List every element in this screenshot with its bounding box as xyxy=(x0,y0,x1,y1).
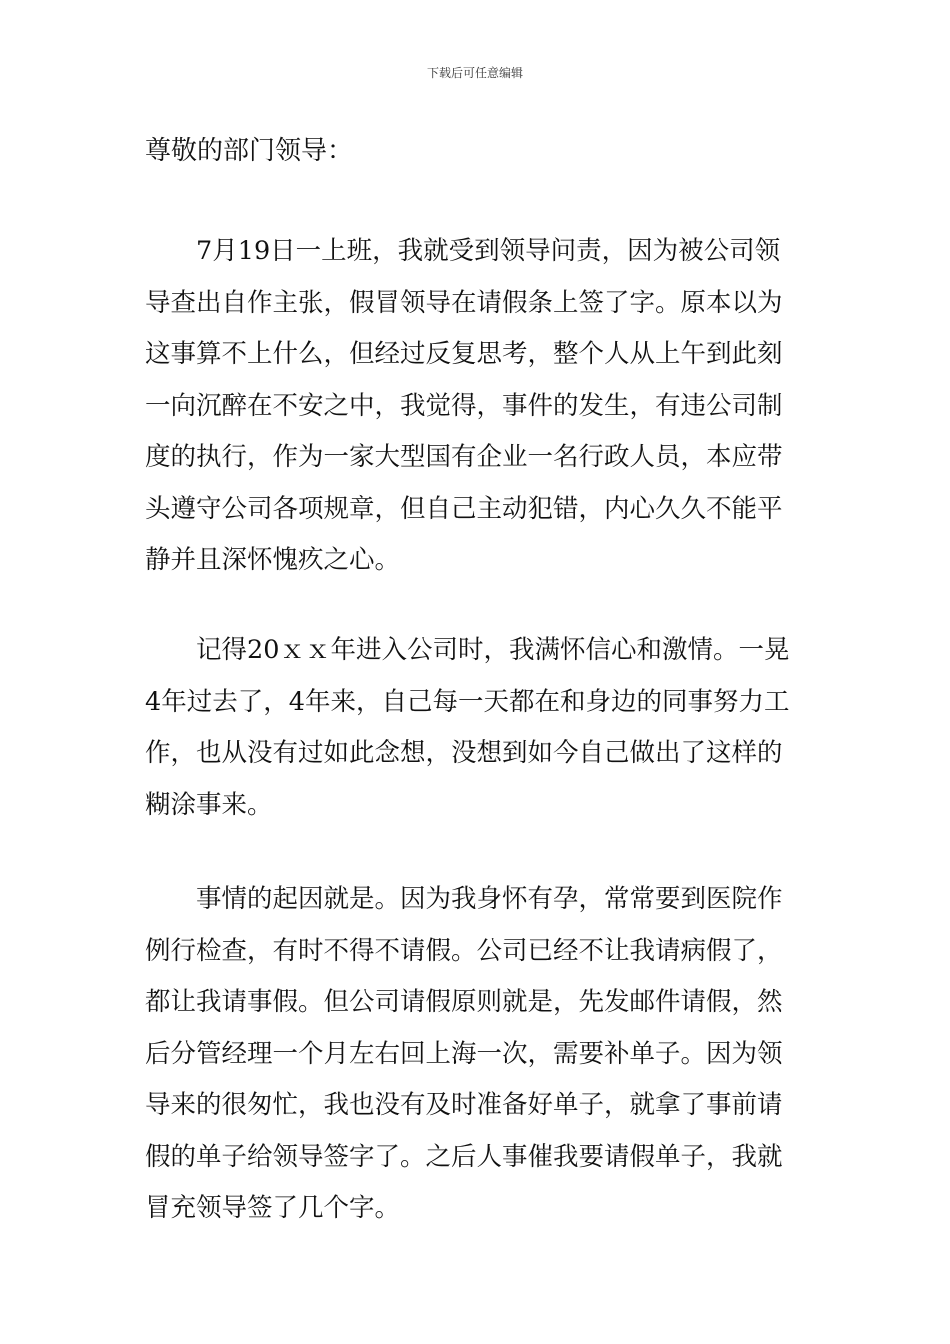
letter-salutation: 尊敬的部门领导： xyxy=(145,136,354,166)
paragraph-line: 这事算不上什么，但经过反复思考，整个人从上午到此刻 xyxy=(145,339,783,369)
paragraph-line: 度的执行，作为一家大型国有企业一名行政人员，本应带 xyxy=(145,442,783,472)
paragraph-line: 导来的很匆忙，我也没有及时准备好单子，就拿了事前请 xyxy=(145,1090,783,1120)
paragraph-line: 糊涂事来。 xyxy=(145,789,273,820)
paragraph-line: 作，也从没有过如此念想，没想到如今自己做出了这样的 xyxy=(145,738,783,768)
paragraph-1 xyxy=(145,233,810,594)
paragraph-line: 假的单子给领导签字了。之后人事催我要请假单子，我就 xyxy=(145,1141,783,1172)
paragraph-2 xyxy=(145,632,810,838)
paragraph-line: 冒充领导签了几个字。 xyxy=(145,1193,401,1223)
page-header-note: 下载后可任意编辑 xyxy=(426,66,523,80)
paragraph-line: 都让我请事假。但公司请假原则就是，先发邮件请假，然 xyxy=(145,987,783,1017)
paragraph-line: 例行检查，有时不得不请假。公司已经不让我请病假了， xyxy=(145,935,783,966)
paragraph-line: 头遵守公司各项规章，但自己主动犯错，内心久久不能平 xyxy=(145,493,783,524)
paragraph-line: 静并且深怀愧疚之心。 xyxy=(145,545,401,575)
paragraph-line: 记得20ｘｘ年进入公司时，我满怀信心和激情。一晃 xyxy=(145,635,790,665)
paragraph-line: 4年过去了，4年来，自己每一天都在和身边的同事努力工 xyxy=(145,686,790,717)
paragraph-line: 一向沉醉在不安之中，我觉得，事件的发生，有违公司制 xyxy=(145,390,783,421)
paragraph-line: 导查出自作主张，假冒领导在请假条上签了字。原本以为 xyxy=(145,287,783,318)
paragraph-line: 7月19日一上班，我就受到领导问责，因为被公司领 xyxy=(145,236,781,266)
paragraph-line: 事情的起因就是。因为我身怀有孕，常常要到医院作 xyxy=(145,884,783,914)
paragraph-line: 后分管经理一个月左右回上海一次，需要补单子。因为领 xyxy=(145,1038,783,1069)
paragraph-3 xyxy=(145,881,810,1242)
